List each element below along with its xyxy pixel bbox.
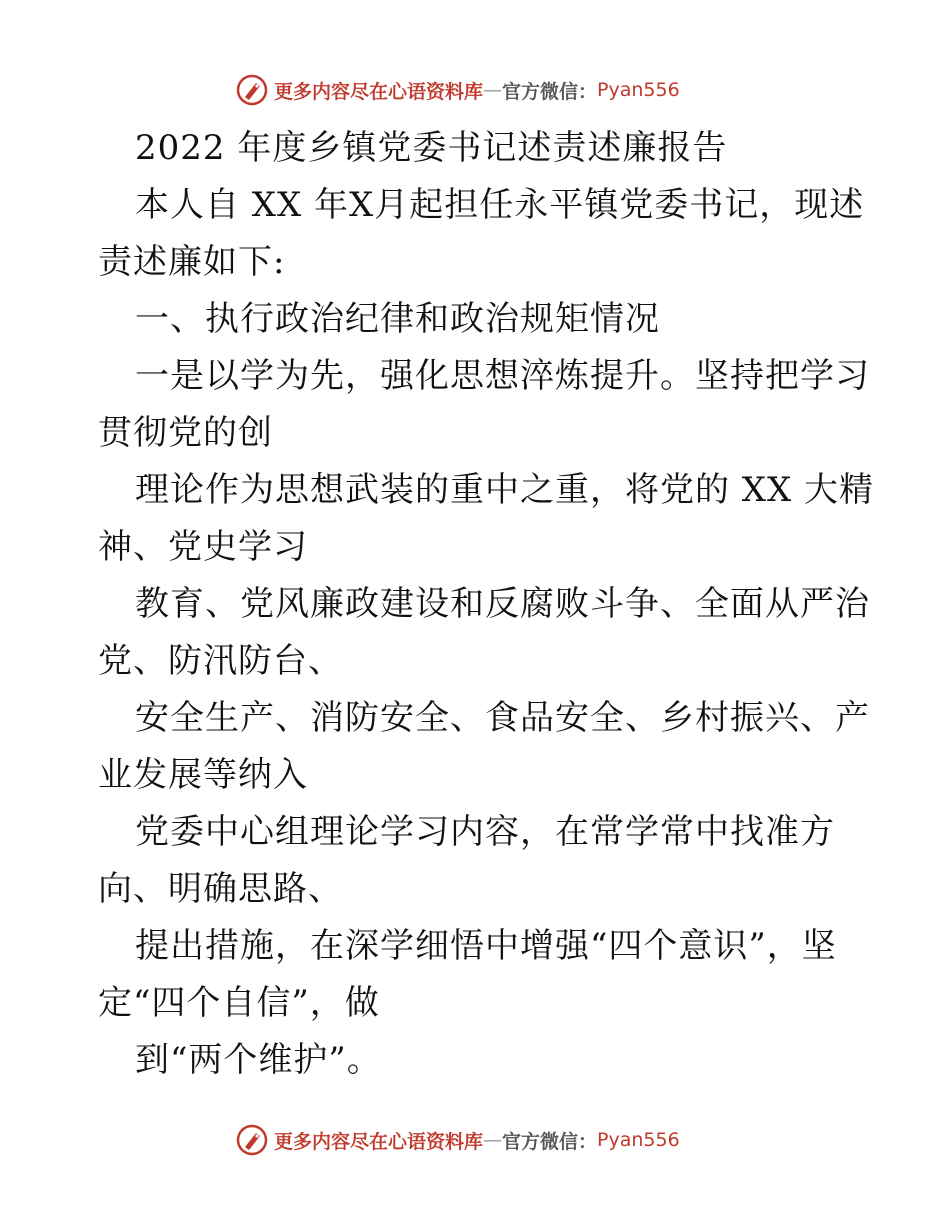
paragraph-line: 定“四个自信”，做 bbox=[98, 983, 380, 1023]
pen-nib-icon bbox=[236, 1124, 268, 1156]
paragraph-line: 本人自 XX 年X月起担任永平镇党委书记，现述 bbox=[135, 185, 865, 225]
paragraph-line: 到“两个维护”。 bbox=[135, 1040, 382, 1080]
paragraph-line: 向、明确思路、 bbox=[98, 869, 343, 909]
paragraph-line: 提出措施，在深学细悟中增强“四个意识”，坚 bbox=[135, 926, 837, 966]
paragraph-line: 贯彻党的创 bbox=[98, 413, 273, 453]
paragraph-line: 教育、党风廉政建设和反腐败斗争、全面从严治 bbox=[135, 584, 870, 624]
paragraph-line: 党委中心组理论学习内容，在常学常中找准方 bbox=[135, 812, 835, 852]
paragraph-line: 党、防汛防台、 bbox=[98, 641, 343, 681]
header-watermark bbox=[236, 72, 680, 108]
watermark-wechat-id: Pyan556 bbox=[597, 1129, 680, 1151]
document-title: 2022 年度乡镇党委书记述责述廉报告 bbox=[135, 128, 728, 168]
pen-nib-icon bbox=[236, 74, 268, 106]
watermark-wechat-label: 官方微信： bbox=[502, 80, 598, 103]
watermark-main-text: 更多内容尽在心语资料库 bbox=[274, 80, 484, 103]
paragraph-line: 神、党史学习 bbox=[98, 527, 308, 567]
paragraph-line: 业发展等纳入 bbox=[98, 755, 308, 795]
watermark-wechat-label: 官方微信： bbox=[502, 1130, 598, 1153]
footer-watermark bbox=[236, 1122, 680, 1158]
paragraph-line: 一是以学为先，强化思想淬炼提升。坚持把学习 bbox=[135, 356, 870, 396]
watermark-wechat-id: Pyan556 bbox=[597, 79, 680, 101]
watermark-dash: — bbox=[483, 79, 503, 101]
paragraph-line: 责述廉如下: bbox=[98, 242, 286, 282]
section-heading: 一、执行政治纪律和政治规矩情况 bbox=[135, 299, 660, 339]
paragraph-line: 理论作为思想武装的重中之重，将党的 XX 大精 bbox=[135, 470, 875, 510]
document-body bbox=[98, 120, 875, 1089]
watermark-main-text: 更多内容尽在心语资料库 bbox=[274, 1130, 484, 1153]
watermark-dash: — bbox=[483, 1129, 503, 1151]
paragraph-line: 安全生产、消防安全、食品安全、乡村振兴、产 bbox=[135, 698, 870, 738]
